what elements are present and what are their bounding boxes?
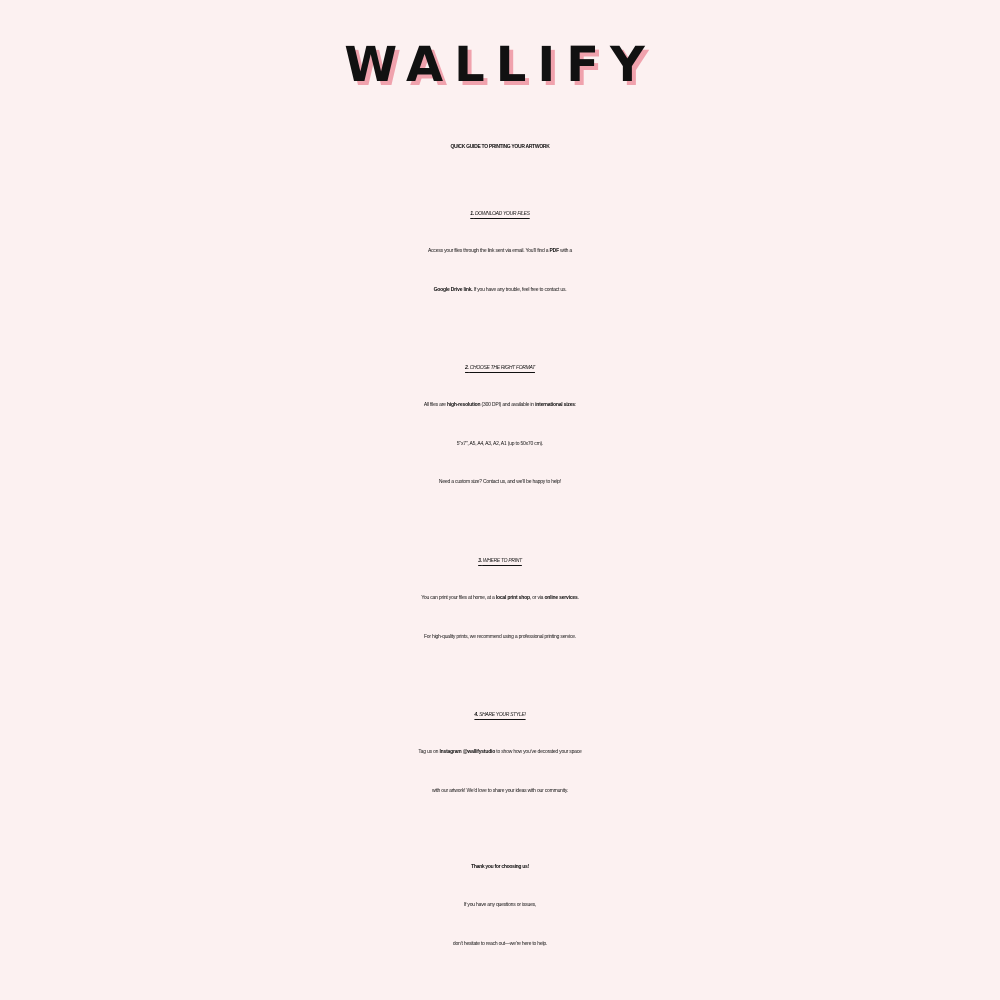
bold-text-instagram-handle: Instagram @wallifystudio — [439, 749, 496, 755]
section-heading — [0, 196, 1000, 232]
wallify-logo: WALLIFY — [344, 37, 656, 93]
closing-text-line: don’t hesitate to reach out—we’re here to help. — [452, 940, 548, 947]
closing-text-line: If you have any questions or issues, — [463, 902, 537, 908]
section-text-line — [0, 733, 1000, 772]
section-heading — [0, 697, 1000, 733]
section-choose-format — [0, 350, 1000, 502]
section-text-line: 5"x7", A5, A4, A3, A2, A1 (up to 50x70 cm). — [456, 440, 544, 447]
section-number: 4. — [474, 712, 478, 718]
section-text-line: For high-quality prints, we recommend using a professional printing service. — [423, 633, 577, 640]
bold-text-international-sizes: international sizes — [535, 402, 575, 408]
text-span: All files are — [423, 402, 447, 408]
text-span: : — [574, 402, 577, 408]
section-title: SHARE YOUR STYLE! — [479, 712, 526, 718]
section-text-line — [0, 232, 1000, 271]
section-title: DOWNLOAD YOUR FILES — [474, 211, 530, 217]
section-where-to-print — [0, 543, 1000, 656]
section-number: 3. — [478, 558, 482, 564]
text-span: , or via — [529, 595, 545, 601]
section-number: 2. — [465, 365, 469, 371]
section-title: CHOOSE THE RIGHT FORMAT — [469, 365, 535, 371]
bold-text-online-services: online services — [544, 595, 578, 601]
bold-text-google-drive: Google Drive link. — [433, 286, 473, 293]
bold-text-local-print-shop: local print shop — [495, 595, 530, 601]
section-text-line: with our artwork! We’d love to share your ideas with our community. — [432, 787, 568, 794]
closing-message — [0, 848, 1000, 963]
text-span: You can print your files at home, at a — [421, 595, 496, 601]
bold-text-pdf: PDF — [549, 248, 559, 254]
section-share-style — [0, 697, 1000, 810]
section-number: 1. — [470, 211, 474, 217]
section-heading — [0, 543, 1000, 579]
text-span: If you have any trouble, feel free to contact us. — [472, 286, 567, 293]
section-text-line — [0, 386, 1000, 425]
text-span: to show how you’ve decorated your space — [495, 749, 582, 755]
text-span: . — [577, 595, 579, 601]
section-heading — [0, 350, 1000, 386]
section-download-files — [0, 196, 1000, 309]
section-text-line — [0, 579, 1000, 618]
bold-text-high-resolution: high-resolution — [446, 402, 481, 408]
closing-title: Thank you for choosing us! — [471, 864, 529, 870]
section-text-line: Need a custom size? Contact us, and we’ll be happy to help! — [438, 479, 562, 485]
section-text-line — [0, 271, 1000, 310]
text-span: Tag us on — [418, 749, 440, 755]
text-span: Access your files through the link sent via email. You’ll find a — [428, 248, 550, 254]
text-span: with a — [558, 248, 572, 254]
text-span: (300 DPI) and available in — [480, 402, 536, 408]
guide-title: QUICK GUIDE TO PRINTING YOUR ARTWORK — [450, 144, 550, 150]
section-title: WHERE TO PRINT — [482, 558, 522, 564]
